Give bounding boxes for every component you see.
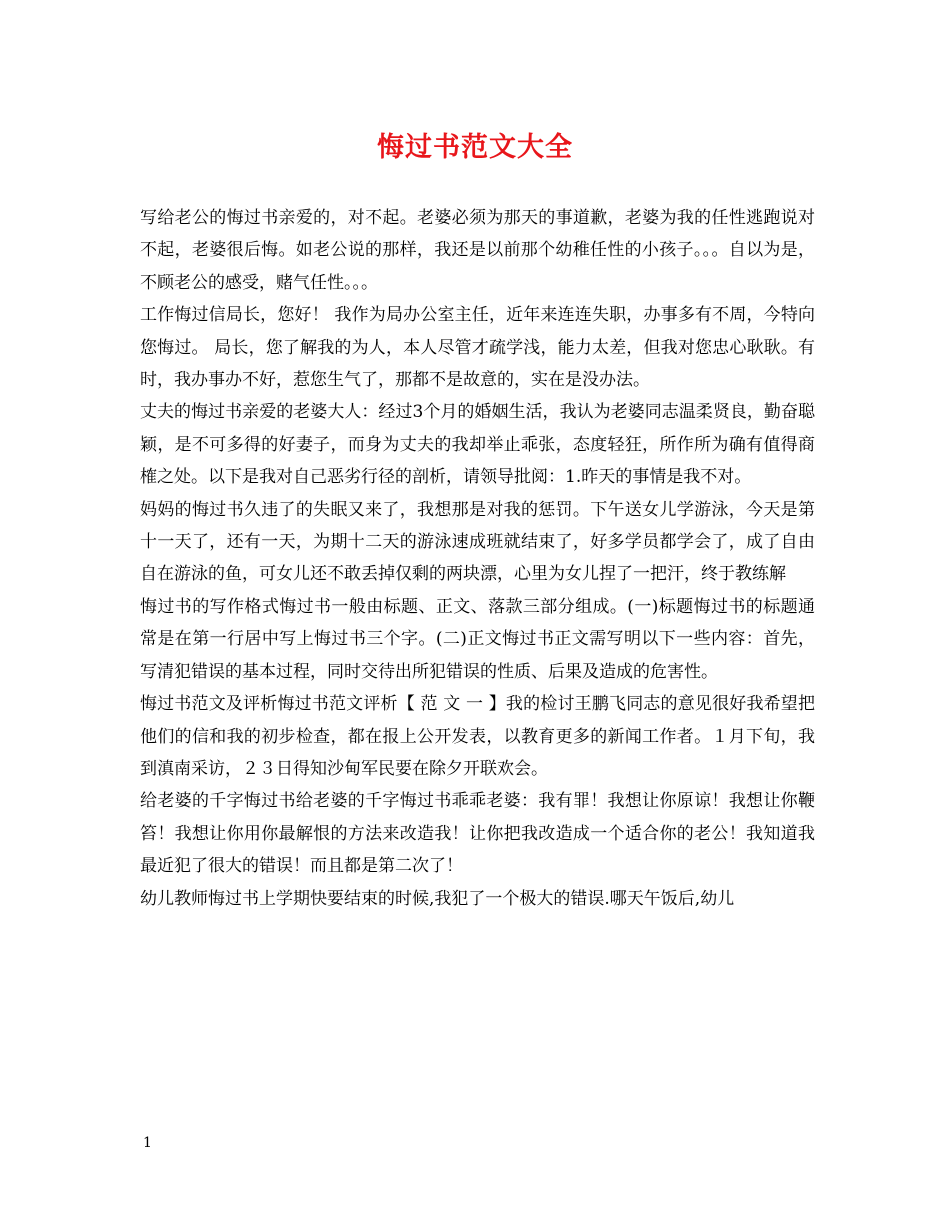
document-body — [140, 202, 815, 915]
paragraph-teacher-apology: 幼儿教师悔过书上学期快要结束的时候,我犯了一个极大的错误.哪天午饭后,幼儿 — [140, 888, 735, 909]
paragraph-writing-format: 悔过书的写作格式悔过书一般由标题、正文、落款三部分组成。(一)标题悔过书的标题通常是在第一行居中写上悔过书三个字。(二)正文悔过书正文需写明以下一些内容：首先，写清犯错误的基本过程，同时交待出所犯错误的性质、后果及造成的危害性。 — [140, 596, 815, 682]
page-number: 1 — [143, 1135, 152, 1151]
paragraph-letter-to-husband: 写给老公的悔过书亲爱的，对不起。老婆必须为那天的事道歉，老婆为我的任性逃跑说对不起，老婆很后悔。如老公说的那样，我还是以前那个幼稚任性的小孩子。。。自以为是，不顾老公的感受，赌气任性。。。 — [140, 208, 815, 293]
paragraph-husband-apology: 丈夫的悔过书亲爱的老婆大人：经过3个月的婚姻生活，我认为老婆同志温柔贤良，勤奋聪颖，是不可多得的好妻子，而身为丈夫的我却举止乖张，态度轻狂，所作所为确有值得商榷之处。以下是我对自己恶劣行径的剖析，请领导批阅：1.昨天的事情是我不对。 — [140, 402, 815, 488]
paragraph-sample-review: 悔过书范文及评析悔过书范文评析【 范 文 一 】我的检讨王鹏飞同志的意见很好我希望把他们的信和我的初步检查，都在报上公开发表，以教育更多的新闻工作者。１月下旬，我到滇南采访，２３日得知沙甸军民要在除夕开联欢会。 — [140, 694, 815, 779]
document-title: 悔过书范文大全 — [377, 132, 573, 163]
paragraph-letter-to-wife: 给老婆的千字悔过书给老婆的千字悔过书乖乖老婆：我有罪！我想让你原谅！我想让你鞭笞！我想让你用你最解恨的方法来改造我！让你把我改造成一个适合你的老公！我知道我最近犯了很大的错误！而且都是第二次了！ — [140, 791, 815, 877]
paragraph-work-apology: 工作悔过信局长，您好！ 我作为局办公室主任，近年来连连失职，办事多有不周，今特向您悔过。 局长，您了解我的为人，本人尽管才疏学浅，能力太差，但我对您忠心耿耿。有时，我办事办不好，惹您生气了，那都不是故意的，实在是没办法。 — [140, 305, 815, 391]
paragraph-mother-apology: 妈妈的悔过书久违了的失眠又来了，我想那是对我的惩罚。下午送女儿学游泳，今天是第十一天了，还有一天，为期十二天的游泳速成班就结束了，好多学员都学会了，成了自由自在游泳的鱼，可女儿还不敢丢掉仅剩的两块漂，心里为女儿捏了一把汗，终于教练解 — [140, 499, 815, 585]
